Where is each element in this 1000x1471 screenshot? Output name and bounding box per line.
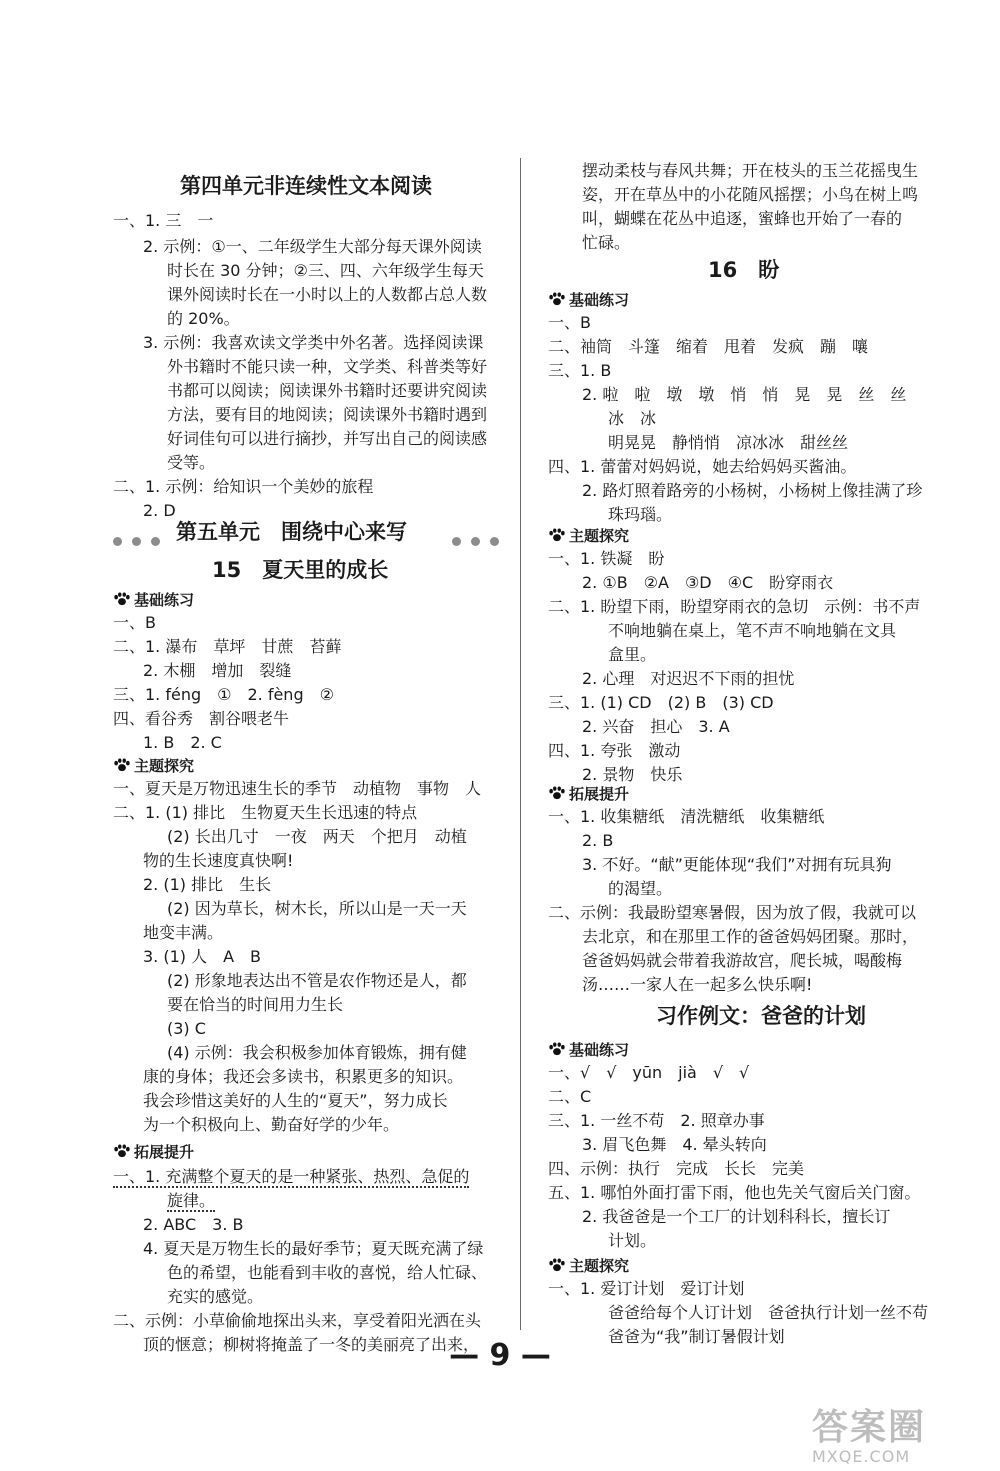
answer-line: 二、示例：小草偷偷地探出头来，享受着阳光洒在头	[113, 1311, 482, 1330]
answer-line: 一、夏天是万物迅速生长的季节 动植物 事物 人	[113, 779, 482, 798]
answer-line: 3. 示例：我喜欢读文学类中外名著。选择阅读课	[143, 333, 484, 352]
answer-line: 的 20%。	[167, 309, 240, 328]
answer-line: 2. 木棚 增加 裂缝	[143, 661, 292, 680]
answer-line: 一、1. 三 一	[113, 211, 214, 230]
column-divider	[520, 158, 521, 1330]
section-label: 拓展提升	[134, 1143, 195, 1161]
paw-icon	[548, 292, 566, 306]
section-heading	[548, 290, 629, 310]
section-label: 基础练习	[134, 591, 195, 609]
section-heading	[113, 756, 194, 776]
answer-line: 珠玛瑙。	[608, 505, 673, 524]
unit5-dots-right	[452, 531, 509, 550]
answer-line: 2. 路灯照着路旁的小杨树，小杨树上像挂满了珍	[582, 481, 923, 500]
unit5-dots-left	[113, 531, 170, 550]
unit4-title: 第四单元非连续性文本阅读	[180, 174, 432, 198]
paw-icon	[548, 528, 566, 542]
answer-line: 好词佳句可以进行摘抄，并写出自己的阅读感	[167, 429, 488, 448]
answer-line: 爸爸妈妈就会带着我游故宫，爬长城，喝酸梅	[582, 951, 903, 970]
answer-line: 充实的感觉。	[167, 1287, 264, 1306]
answer-line: 一、B	[113, 613, 156, 632]
answer-line: 康的身体；我还会多读书，积累更多的知识。	[143, 1067, 464, 1086]
answer-line: 叫，蝴蝶在花丛中追逐，蜜蜂也开始了一春的	[582, 209, 903, 228]
answer-line: 要在恰当的时间用力生长	[167, 995, 344, 1014]
answer-line: 顶的惬意；柳树将掩盖了一冬的美丽亮了出来，	[143, 1335, 480, 1354]
answer-line: 3. 不好。“献”更能体现“我们”对拥有玩具狗	[582, 855, 892, 874]
answer-line: 2. 示例：①一、二年级学生大部分每天课外阅读	[143, 237, 482, 256]
answer-line: 三、1. B	[548, 361, 612, 380]
answer-line: 四、1. 夸张 激动	[548, 741, 681, 760]
paw-icon	[113, 1144, 131, 1158]
page-number: — 9 —	[449, 1338, 551, 1373]
section-label: 主题探究	[134, 757, 195, 775]
answer-line: 爸爸为“我”制订暑假计划	[608, 1327, 785, 1346]
paw-icon	[548, 786, 566, 800]
section-label: 拓展提升	[569, 785, 630, 803]
answer-line: 摆动柔枝与春风共舞；开在枝头的玉兰花摇曳生	[582, 161, 919, 180]
answer-line: 三、1. (1) CD (2) B (3) CD	[548, 693, 774, 712]
answer-line: 地变丰满。	[143, 923, 224, 942]
section-heading	[113, 590, 194, 610]
answer-line: 五、1. 哪怕外面打雷下雨，他也先关气窗后关门窗。	[548, 1183, 921, 1202]
answer-line: 计划。	[608, 1231, 657, 1250]
answer-line: 二、1. 瀑布 草坪 甘蔗 苔藓	[113, 637, 342, 656]
answer-line: 的渴望。	[608, 879, 673, 898]
answer-line: 3. 眉飞色舞 4. 晕头转向	[582, 1135, 767, 1154]
section-label: 基础练习	[569, 291, 630, 309]
answer-line: 四、1. 蕾蕾对妈妈说，她去给妈妈买酱油。	[548, 457, 857, 476]
answer-line	[167, 1190, 215, 1212]
paw-icon	[548, 1042, 566, 1056]
answer-line: 我会珍惜这美好的人生的“夏天”，努力成长	[143, 1091, 448, 1110]
lesson16-title: 16 盼	[708, 258, 780, 282]
paw-icon	[113, 592, 131, 606]
answer-line: 盒里。	[608, 645, 657, 664]
answer-line: 二、1. (1) 排比 生物夏天生长迅速的特点	[113, 803, 418, 822]
answer-line: 2. 心理 对迟迟不下雨的担忧	[582, 669, 795, 688]
answer-line: 2. B	[582, 831, 614, 850]
answer-line: 2. ①B ②A ③D ④C 盼穿雨衣	[582, 573, 834, 592]
answer-line: 汤……一家人在一起多么快乐啊!	[582, 975, 813, 994]
answer-line: 一、√ √ yūn jià √ √	[548, 1063, 750, 1082]
answer-line	[113, 1166, 469, 1188]
answer-line: 4. 夏天是万物生长的最好季节；夏天既充满了绿	[143, 1239, 484, 1258]
section-label: 主题探究	[569, 1257, 630, 1275]
answer-line: 冰 冰	[608, 409, 657, 428]
answer-line: 2. (1) 排比 生长	[143, 875, 272, 894]
answer-line: 二、示例：我最盼望寒暑假，因为放了假，我就可以	[548, 903, 917, 922]
answer-line: 四、示例：执行 完成 长长 完美	[548, 1159, 805, 1178]
watermark-text: 答案圈	[812, 1407, 927, 1448]
underlined-answer: 旋律。	[167, 1191, 216, 1210]
answer-line: 2. 啦 啦 墩 墩 悄 悄 晃 晃 丝 丝	[582, 385, 907, 404]
answer-line: 外书籍时不能只读一种，文学类、科普类等好	[167, 357, 488, 376]
answer-line: 二、袖筒 斗篷 缩着 甩着 发疯 蹦 嚷	[548, 337, 869, 356]
watermark-logo	[812, 1408, 992, 1464]
answer-line: 一、1. 铁凝 盼	[548, 549, 665, 568]
answer-line: 受等。	[167, 453, 216, 472]
answer-line: 去北京，和在那里工作的爸爸妈妈团聚。那时，	[582, 927, 919, 946]
answer-line: 一、B	[548, 313, 591, 332]
answer-line: 色的希望，也能看到丰收的喜悦，给人忙碌、	[167, 1263, 488, 1282]
answer-line: 2. 景物 快乐	[582, 765, 683, 784]
answer-line: 二、1. 示例：给知识一个美妙的旅程	[113, 477, 374, 496]
answer-line: 2. 我爸爸是一个工厂的计划科科长，擅长订	[582, 1207, 891, 1226]
section-heading	[113, 1142, 194, 1162]
answer-line: 2. 兴奋 担心 3. A	[582, 717, 730, 736]
answer-line: 时长在 30 分钟；②三、四、六年级学生每天	[167, 261, 484, 280]
answer-line: 忙碌。	[582, 233, 631, 252]
answer-line: 2. D	[143, 501, 176, 520]
paw-icon	[113, 758, 131, 772]
section-heading	[548, 526, 629, 546]
answer-line: 四、看谷秀 割谷喂老牛	[113, 709, 290, 728]
answer-line: 二、1. 盼望下雨，盼望穿雨衣的急切 示例：书不声	[548, 597, 921, 616]
section-label: 基础练习	[569, 1041, 630, 1059]
unit5-title: 第五单元 围绕中心来写	[176, 520, 407, 544]
watermark-url: MXQE.COM	[812, 1447, 911, 1466]
section-heading	[548, 1256, 629, 1276]
answer-line: 方法，要有目的地阅读；阅读课外书籍时遇到	[167, 405, 488, 424]
answer-line: (2) 因为草长，树木长，所以山是一天一天	[167, 899, 467, 918]
underlined-answer: 一、1. 充满整个夏天的是一种紧张、热烈、急促的	[113, 1167, 470, 1186]
answer-line: 3. (1) 人 A B	[143, 947, 262, 966]
answer-line: (2) 长出几寸 一夜 两天 个把月 动植	[167, 827, 467, 846]
answer-line: 三、1. féng ① 2. fèng ②	[113, 685, 334, 704]
answer-line: 爸爸给每个人订计划 爸爸执行计划一丝不苟	[608, 1303, 929, 1322]
answer-line: 不响地躺在桌上，笔不声不响地躺在文具	[608, 621, 897, 640]
paw-icon	[548, 1258, 566, 1272]
answer-line: 课外阅读时长在一小时以上的人数都占总人数	[167, 285, 488, 304]
answer-line: 为一个积极向上、勤奋好学的少年。	[143, 1115, 400, 1134]
section-heading	[548, 1040, 629, 1060]
answer-line: 书都可以阅读；阅读课外书籍时还要讲究阅读	[167, 381, 488, 400]
answer-line: 1. B 2. C	[143, 733, 222, 752]
answer-line: 姿，开在草丛中的小花随风摇摆；小鸟在树上鸣	[582, 185, 919, 204]
answer-line: (2) 形象地表达出不管是农作物还是人，都	[167, 971, 467, 990]
answer-line: 明晃晃 静悄悄 凉冰冰 甜丝丝	[608, 433, 849, 452]
section-label: 主题探究	[569, 527, 630, 545]
answer-line: 一、1. 收集糖纸 清洗糖纸 收集糖纸	[548, 807, 825, 826]
answer-line: (4) 示例：我会积极参加体育锻炼，拥有健	[167, 1043, 467, 1062]
answer-line: (3) C	[167, 1019, 206, 1038]
answer-line: 2. ABC 3. B	[143, 1215, 244, 1234]
lesson15-title: 15 夏天里的成长	[212, 558, 389, 582]
section-heading	[548, 784, 629, 804]
answer-line: 三、1. 一丝不苟 2. 照章办事	[548, 1111, 765, 1130]
answer-line: 物的生长速度真快啊!	[143, 851, 294, 870]
answer-line: 一、1. 爱订计划 爱订计划	[548, 1279, 745, 1298]
essay-title: 习作例文：爸爸的计划	[656, 1004, 866, 1028]
answer-line: 二、C	[548, 1087, 592, 1106]
